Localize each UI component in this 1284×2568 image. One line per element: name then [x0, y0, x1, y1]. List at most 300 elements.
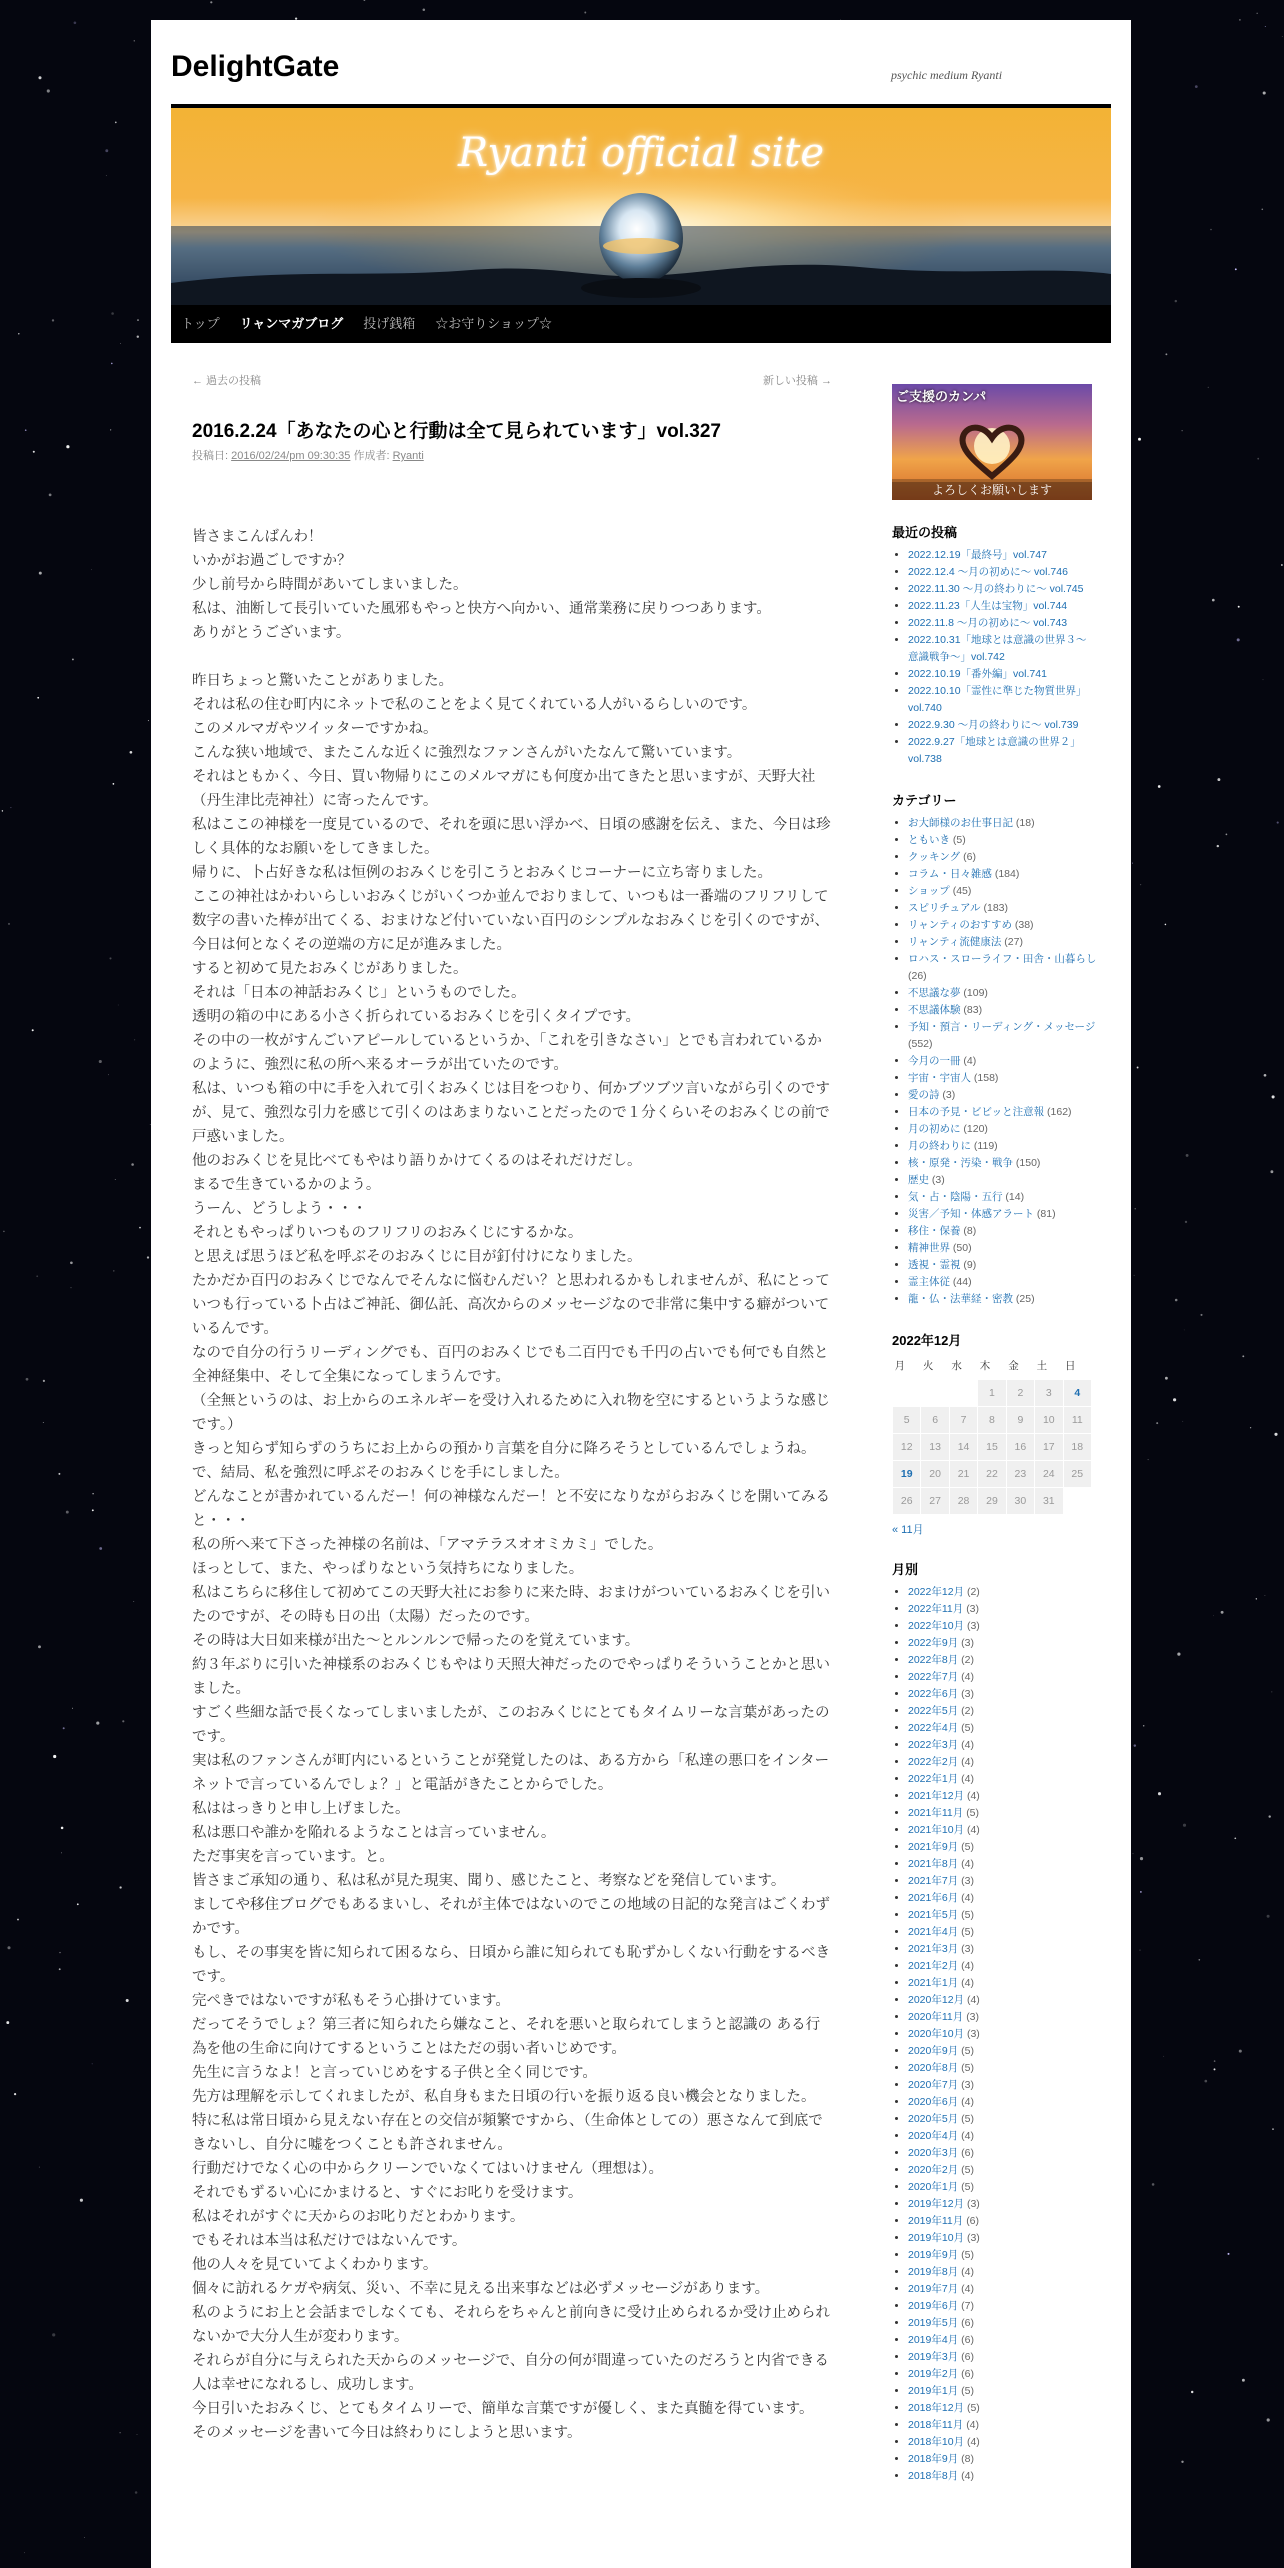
- archive-count: (5): [961, 1722, 974, 1734]
- archive-link[interactable]: 2019年11月: [908, 2215, 964, 2227]
- archive-item: [908, 1839, 1097, 1856]
- category-item: [908, 1189, 1097, 1206]
- recent-post-item: [908, 598, 1097, 615]
- calendar-day: 24: [1035, 1461, 1063, 1488]
- archive-link[interactable]: 2021年2月: [908, 1960, 959, 1972]
- archive-link[interactable]: 2022年4月: [908, 1722, 959, 1734]
- archive-link[interactable]: 2020年10月: [908, 2028, 965, 2040]
- category-link[interactable]: ショップ: [908, 885, 950, 897]
- archive-link[interactable]: 2019年8月: [908, 2266, 959, 2278]
- archive-item: [908, 2026, 1097, 2043]
- category-item: [908, 1002, 1097, 1019]
- archive-count: (2): [961, 1654, 974, 1666]
- calendar-day-link[interactable]: 19: [893, 1461, 921, 1488]
- archive-link[interactable]: 2018年11月: [908, 2419, 964, 2431]
- archive-count: (4): [961, 1671, 974, 1683]
- support-banner-title: ご支援のカンパ: [896, 389, 987, 404]
- category-link[interactable]: 龍・仏・法華経・密教: [908, 1293, 1013, 1305]
- calendar-empty-cell: [921, 1380, 949, 1407]
- calendar-widget: [892, 1330, 1092, 1515]
- archive-link[interactable]: 2020年3月: [908, 2147, 959, 2159]
- category-count: (162): [1047, 1106, 1072, 1118]
- archive-item: [908, 2332, 1097, 2349]
- calendar-weekday: 日: [1065, 1360, 1076, 1372]
- post-paragraph: 実は私のファンさんが町内にいるということが発覚したのは、ある方から「私達の悪口をインターネットで言っているんでしょ？」と電話がきたことからでした。: [192, 1753, 830, 1793]
- post-paragraph: 私はこちらに移住して初めてこの天野大社にお参りに来た時、おまけがついているおみくじを引いたのですが、その時も日の出（太陽）だったのです。: [192, 1585, 830, 1625]
- archive-item: [908, 2417, 1097, 2434]
- archive-count: (4): [966, 1790, 980, 1802]
- archive-link[interactable]: 2022年7月: [908, 1671, 959, 1683]
- archive-item: [908, 2230, 1097, 2247]
- post-paragraph: 私は、油断して長引いていた風邪もやっと快方へ向かい、通常業務に戻りつつあります。: [192, 601, 771, 617]
- post-paragraph: すごく些細な話で長くなってしまいましたが、このおみくじにとてもタイムリーな言葉があったのです。: [192, 1705, 830, 1745]
- archive-link[interactable]: 2022年11月: [908, 1603, 964, 1615]
- post-date-link[interactable]: 2016/02/24/pm 09:30:35: [231, 450, 351, 462]
- category-link[interactable]: リャンティ流健康法: [908, 936, 1002, 948]
- archive-link[interactable]: 2020年9月: [908, 2045, 959, 2057]
- page-container: [151, 20, 1131, 2568]
- category-link[interactable]: コラム・日々雑感: [908, 868, 992, 880]
- next-post-link[interactable]: 新しい投稿 →: [762, 375, 832, 387]
- post-paragraph: 皆さまご承知の通り、私は私が見た現実、聞り、感じたこと、考察などを発信しています。: [192, 1873, 786, 1889]
- archive-link[interactable]: 2021年4月: [908, 1926, 959, 1938]
- category-link[interactable]: 今月の一冊: [908, 1055, 961, 1067]
- archive-item: [908, 2298, 1097, 2315]
- archive-link[interactable]: 2019年6月: [908, 2300, 959, 2312]
- post-paragraph: 私は、いつも箱の中に手を入れて引くおみくじは目をつむり、何かブツブツ言いながら引くのですが、見て、強烈な引力を感じて引くのはあまりないことだったので１分くらいそのおみくじの前で戸惑いました。: [192, 1081, 830, 1145]
- calendar-day-link[interactable]: 4: [1063, 1380, 1091, 1407]
- post-paragraph: 私の所へ来て下さった神様の名前は、「アマテラスオオミカミ」でした。: [192, 1537, 663, 1553]
- recent-posts-heading: 最近の投稿: [892, 525, 958, 540]
- calendar-day: 23: [1006, 1461, 1034, 1488]
- category-item: [908, 900, 1097, 917]
- calendar-week: [893, 1488, 1092, 1515]
- archive-link[interactable]: 2021年3月: [908, 1943, 959, 1955]
- archive-link[interactable]: 2020年8月: [908, 2062, 959, 2074]
- category-count: (119): [973, 1140, 998, 1152]
- archive-count: (4): [961, 2130, 974, 2142]
- category-link[interactable]: ともいき: [908, 834, 950, 846]
- archive-count: (3): [966, 2232, 980, 2244]
- calendar-prev-month-link[interactable]: « 11月: [892, 1524, 924, 1536]
- post-paragraph: 完ぺきではないですが私もそう心掛けています。: [192, 1993, 510, 2009]
- archive-link[interactable]: 2019年2月: [908, 2368, 959, 2380]
- archive-item: [908, 1856, 1097, 1873]
- previous-post-link[interactable]: ← 過去の投稿: [192, 375, 262, 387]
- calendar-prev-month: [892, 1521, 1097, 1537]
- calendar-empty-cell: [1063, 1488, 1091, 1515]
- archive-link[interactable]: 2019年5月: [908, 2317, 959, 2329]
- post-paragraph: なので自分の行うリーディングでも、百円のおみくじでも二百円でも千円の占いでも何でも自然と全神経集中、そして全集になってしまうんです。: [192, 1345, 829, 1385]
- category-link[interactable]: 不思議体験: [908, 1004, 961, 1016]
- calendar-day: 12: [893, 1434, 921, 1461]
- calendar-day: 2: [1006, 1380, 1034, 1407]
- category-count: (38): [1014, 919, 1034, 931]
- archive-link[interactable]: 2019年4月: [908, 2334, 959, 2346]
- archive-link[interactable]: 2019年7月: [908, 2283, 959, 2295]
- archive-count: (5): [961, 2062, 974, 2074]
- archive-count: (2): [961, 1705, 974, 1717]
- category-link[interactable]: 核・原発・汚染・戦争: [908, 1157, 1013, 1169]
- archive-item: [908, 2162, 1097, 2179]
- archive-count: (4): [961, 2266, 974, 2278]
- support-banner-caption: よろしくお願いします: [892, 479, 1092, 500]
- archive-item: [908, 1788, 1097, 1805]
- category-link[interactable]: 霊主体従: [908, 1276, 950, 1288]
- recent-posts-list: [892, 547, 1097, 768]
- archive-count: (3): [961, 1688, 974, 1700]
- post-paragraph: 行動だけでなく心の中からクリーンでいなくてはいけません（理想は）。: [192, 2161, 663, 2177]
- archive-count: (4): [966, 1824, 980, 1836]
- categories-list: [892, 815, 1097, 1308]
- nav-ryanmaga-blog[interactable]: リャンマガブログ: [239, 316, 344, 331]
- archive-link[interactable]: 2021年8月: [908, 1858, 959, 1870]
- archive-item: [908, 1618, 1097, 1635]
- archive-item: [908, 1924, 1097, 1941]
- post-paragraph: 私はそれがすぐに天からのお叱りだとわかります。: [192, 2209, 525, 2225]
- archive-item: [908, 1601, 1097, 1618]
- category-link[interactable]: 精神世界: [908, 1242, 950, 1254]
- recent-post-link[interactable]: 2022.11.23「人生は宝物」vol.744: [908, 600, 1068, 612]
- category-count: (44): [952, 1276, 972, 1288]
- post-paragraph: 皆さまこんばんわ！: [192, 529, 323, 545]
- category-link[interactable]: 透視・霊視: [908, 1259, 961, 1271]
- category-count: (3): [931, 1174, 945, 1186]
- category-link[interactable]: ロハス・スローライフ・田舎・山暮らし: [908, 953, 1097, 965]
- post-paragraph: 帰りに、卜占好きな私は恒例のおみくじを引こうとおみくじコーナーに立ち寄りました。: [192, 865, 772, 881]
- post-paragraph: それでもずるい心にかまけると、すぐにお叱りを受けます。: [192, 2185, 583, 2201]
- archive-item: [908, 2264, 1097, 2281]
- category-item: [908, 883, 1097, 900]
- post-paragraph: 他の人々を見ていてよくわかります。: [192, 2257, 438, 2273]
- calendar-week: [893, 1434, 1092, 1461]
- archive-count: (5): [961, 2181, 974, 2193]
- post-paragraph: こんな狭い地域で、またこんな近くに強烈なファンさんがいたなんて驚いています。: [192, 745, 742, 761]
- archive-link[interactable]: 2021年11月: [908, 1807, 964, 1819]
- archive-count: (4): [966, 2419, 980, 2431]
- archive-link[interactable]: 2021年6月: [908, 1892, 959, 1904]
- calendar-day: 8: [978, 1407, 1006, 1434]
- category-item: [908, 917, 1097, 934]
- category-link[interactable]: クッキング: [908, 851, 961, 863]
- category-count: (184): [994, 868, 1020, 880]
- archive-count: (6): [961, 2317, 974, 2329]
- archive-link[interactable]: 2022年12月: [908, 1586, 965, 1598]
- recent-post-link[interactable]: 2022.12.4 ～月の初めに～ vol.746: [908, 566, 1068, 578]
- archive-item: [908, 1822, 1097, 1839]
- recent-post-link[interactable]: 2022.9.30 ～月の終わりに～ vol.739: [908, 719, 1079, 731]
- archive-link[interactable]: 2022年1月: [908, 1773, 959, 1785]
- archive-item: [908, 1754, 1097, 1771]
- post-paragraph: もし、その事実を皆に知られて困るなら、日頃から誰に知られても恥ずかしくない行動をするべきです。: [192, 1945, 830, 1985]
- archive-link[interactable]: 2019年3月: [908, 2351, 959, 2363]
- archive-count: (3): [966, 1620, 980, 1632]
- archive-count: (7): [961, 2300, 974, 2312]
- archive-item: [908, 2111, 1097, 2128]
- archive-item: [908, 2179, 1097, 2196]
- nav-amulet-shop[interactable]: ☆お守りショップ☆: [435, 316, 553, 331]
- post-paragraph: 透明の箱の中にある小さく折られているおみくじを引くタイプです。: [192, 1009, 641, 1025]
- archive-count: (4): [961, 1739, 974, 1751]
- calendar-empty-cell: [949, 1380, 977, 1407]
- post-paragraph: 少し前号から時間があいてしまいました。: [192, 577, 468, 593]
- post-paragraph: どんなことが書かれているんだー！何の神様なんだー！と不安になりながらおみくじを開いてみると・・・: [192, 1489, 830, 1529]
- category-item: [908, 985, 1097, 1002]
- archive-item: [908, 2145, 1097, 2162]
- site-header: [151, 20, 1131, 90]
- category-item: [908, 1240, 1097, 1257]
- calendar-week: [893, 1461, 1092, 1488]
- category-link[interactable]: 災害／予知・体感アラート: [908, 1208, 1034, 1220]
- category-link[interactable]: 不思議な夢: [908, 987, 961, 999]
- category-count: (3): [942, 1089, 956, 1101]
- recent-post-link[interactable]: 2022.12.19「最終号」vol.747: [908, 549, 1047, 561]
- archive-link[interactable]: 2022年2月: [908, 1756, 959, 1768]
- post-paragraph: で、結局、私を強烈に呼ぶそのおみくじを手にしました。: [192, 1465, 569, 1481]
- archive-link[interactable]: 2019年12月: [908, 2198, 965, 2210]
- category-count: (18): [1015, 817, 1035, 829]
- category-link[interactable]: 気・占・陰陽・五行: [908, 1191, 1003, 1203]
- archive-count: (5): [961, 2113, 974, 2125]
- archive-count: (8): [961, 2453, 974, 2465]
- category-link[interactable]: 宇宙・宇宙人: [908, 1072, 971, 1084]
- archive-link[interactable]: 2021年5月: [908, 1909, 959, 1921]
- category-link[interactable]: お大師様のお仕事日記: [908, 817, 1013, 829]
- calendar-day: 21: [949, 1461, 977, 1488]
- archive-count: (4): [961, 1960, 974, 1972]
- post-paragraph: 私ははっきりと申し上げました。: [192, 1801, 410, 1817]
- archive-item: [908, 2009, 1097, 2026]
- archive-link[interactable]: 2020年2月: [908, 2164, 959, 2176]
- nav-top[interactable]: トップ: [181, 316, 220, 331]
- archive-link[interactable]: 2018年10月: [908, 2436, 965, 2448]
- calendar-day: 14: [949, 1434, 977, 1461]
- recent-post-link[interactable]: 2022.11.8 ～月の初めに～ vol.743: [908, 617, 1068, 629]
- archive-item: [908, 2383, 1097, 2400]
- archive-link[interactable]: 2020年5月: [908, 2113, 959, 2125]
- archive-link[interactable]: 2018年12月: [908, 2402, 965, 2414]
- archive-link[interactable]: 2022年8月: [908, 1654, 959, 1666]
- post-paragraph: でもそれは本当は私だけではないんです。: [192, 2233, 467, 2249]
- calendar-weekday: 月: [894, 1360, 905, 1372]
- post-paragraph: すると初めて見たおみくじがありました。: [192, 961, 468, 977]
- calendar-day: 7: [949, 1407, 977, 1434]
- calendar-day: 1: [978, 1380, 1006, 1407]
- category-item: [908, 1223, 1097, 1240]
- calendar-day: 16: [1006, 1434, 1034, 1461]
- post-paragraph: 昨日ちょっと驚いたことがありました。: [192, 673, 453, 689]
- category-item: [908, 1070, 1097, 1087]
- archive-count: (4): [966, 2436, 980, 2448]
- archive-count: (3): [966, 2028, 980, 2040]
- post-body: [192, 525, 832, 2445]
- archive-count: (5): [961, 2164, 974, 2176]
- recent-post-item: [908, 581, 1097, 598]
- site-title[interactable]: DelightGate: [171, 50, 340, 83]
- category-item: [908, 1104, 1097, 1121]
- calendar-day: 27: [921, 1488, 949, 1515]
- archive-item: [908, 1992, 1097, 2009]
- archive-item: [908, 1873, 1097, 1890]
- archive-item: [908, 2434, 1097, 2451]
- archive-count: (5): [961, 2385, 974, 2397]
- archive-link[interactable]: 2022年6月: [908, 1688, 959, 1700]
- archive-item: [908, 2366, 1097, 2383]
- archive-item: [908, 1669, 1097, 1686]
- category-count: (158): [973, 1072, 999, 1084]
- archive-link[interactable]: 2020年11月: [908, 2011, 964, 2023]
- category-item: [908, 1053, 1097, 1070]
- category-item: [908, 1291, 1097, 1308]
- nav-tip-box[interactable]: 投げ銭箱: [363, 316, 416, 331]
- category-count: (83): [963, 1004, 983, 1016]
- category-item: [908, 1121, 1097, 1138]
- category-count: (6): [963, 851, 976, 863]
- archive-count: (4): [961, 1773, 974, 1785]
- post-paragraph: いかがお過ごしですか？: [192, 553, 352, 569]
- category-link[interactable]: 月の終わりに: [908, 1140, 971, 1152]
- recent-post-link[interactable]: 2022.10.31「地球とは意識の世界３～意識戦争～」vol.742: [908, 634, 1087, 663]
- archive-count: (4): [961, 2283, 974, 2295]
- calendar-weekday: 金: [1008, 1360, 1019, 1372]
- categories-heading: カテゴリー: [892, 793, 957, 808]
- archive-item: [908, 1975, 1097, 1992]
- post-paragraph: だってそうでしょ？第三者に知られたら嫌なこと、それを悪いと取られてしまうと認識の ある行為を他の生命に向けてするということはただの弱い者いじめです。: [192, 2017, 821, 2057]
- archive-item: [908, 1686, 1097, 1703]
- support-donation-banner[interactable]: [892, 384, 1092, 500]
- post-paragraph: それともやっぱりいつものフリフリのおみくじにするかな。: [192, 1225, 583, 1241]
- archive-link[interactable]: 2021年12月: [908, 1790, 965, 1802]
- author-link[interactable]: Ryanti: [392, 450, 424, 462]
- post-paragraph: ありがとうございます。: [192, 625, 351, 641]
- post-title[interactable]: 2016.2.24「あなたの心と行動は全て見られています」vol.327: [192, 421, 721, 442]
- post-paragraph: たかだか百円のおみくじでなんでそんなに悩むんだい？と思われるかもしれませんが、私にとっていつも行っている卜占はご神託、御仏託、高次からのメッセージなので非常に集中する癖がついているんです。: [192, 1273, 830, 1337]
- recent-post-item: [908, 632, 1097, 666]
- archive-item: [908, 1805, 1097, 1822]
- category-item: [908, 1206, 1097, 1223]
- archive-link[interactable]: 2020年4月: [908, 2130, 959, 2142]
- recent-post-item: [908, 683, 1097, 717]
- archive-link[interactable]: 2020年7月: [908, 2079, 959, 2091]
- archive-item: [908, 2196, 1097, 2213]
- category-link[interactable]: 月の初めに: [908, 1123, 961, 1135]
- archive-link[interactable]: 2022年9月: [908, 1637, 959, 1649]
- archive-count: (6): [961, 2334, 974, 2346]
- category-link[interactable]: 愛の詩: [908, 1089, 940, 1101]
- category-link[interactable]: 移住・保養: [908, 1225, 961, 1237]
- post-paragraph: その時は大日如来様が出た～とルンルンで帰ったのを覚えています。: [192, 1633, 640, 1649]
- calendar-weekday: 火: [922, 1360, 934, 1372]
- category-link[interactable]: 日本の予見・ビビッと注意報: [908, 1106, 1045, 1118]
- post-paragraph: 特に私は常日頃から見えない存在との交信が頻繁ですから、（生命体としての）悪さなんて到底できないし、自分に嘘をつくことも許されません。: [192, 2113, 823, 2153]
- calendar-day: 10: [1035, 1407, 1063, 1434]
- category-item: [908, 951, 1097, 985]
- archive-link[interactable]: 2019年9月: [908, 2249, 959, 2261]
- recent-post-link[interactable]: 2022.10.19「番外編」vol.741: [908, 668, 1047, 680]
- archive-link[interactable]: 2018年8月: [908, 2470, 959, 2482]
- recent-post-item: [908, 717, 1097, 734]
- recent-post-item: [908, 615, 1097, 632]
- category-item: [908, 934, 1097, 951]
- calendar-day: 20: [921, 1461, 949, 1488]
- recent-post-link[interactable]: 2022.10.10「霊性に準じた物質世界」vol.740: [908, 685, 1087, 714]
- archive-item: [908, 2043, 1097, 2060]
- archive-count: (3): [966, 2011, 980, 2023]
- post-paragraph: まるで生きているかのよう。: [192, 1177, 381, 1193]
- calendar-day: 26: [893, 1488, 921, 1515]
- archive-link[interactable]: 2019年1月: [908, 2385, 959, 2397]
- archive-link[interactable]: 2020年12月: [908, 1994, 965, 2006]
- archive-item: [908, 2281, 1097, 2298]
- post-paragraph: 私は悪口や誰かを陥れるようなことは言っていません。: [192, 1825, 556, 1841]
- archive-item: [908, 1584, 1097, 1601]
- category-item: [908, 849, 1097, 866]
- category-link[interactable]: スピリチュアル: [908, 902, 981, 914]
- archive-link[interactable]: 2020年1月: [908, 2181, 959, 2193]
- category-count: (5): [952, 834, 966, 846]
- archive-link[interactable]: 2021年7月: [908, 1875, 959, 1887]
- post-paragraph: うーん、どうしよう・・・: [192, 1201, 367, 1217]
- category-count: (27): [1004, 936, 1023, 948]
- archive-count: (5): [961, 1926, 974, 1938]
- recent-post-link[interactable]: 2022.9.27「地球とは意識の世界２」vol.738: [908, 736, 1081, 765]
- post-paragraph: きっと知らず知らずのうちにお上からの預かり言葉を自分に降ろそうとしているんでしょうね。: [192, 1441, 816, 1457]
- post-paragraph: 個々に訪れるケガや病気、災い、不幸に見える出来事などは必ずメッセージがあります。: [192, 2281, 770, 2297]
- archive-count: (5): [961, 2045, 974, 2057]
- archive-link[interactable]: 2022年3月: [908, 1739, 959, 1751]
- archive-count: (3): [961, 1637, 974, 1649]
- category-count: (26): [908, 970, 927, 982]
- archive-count: (4): [961, 1892, 974, 1904]
- archive-link[interactable]: 2020年6月: [908, 2096, 959, 2108]
- archive-count: (5): [966, 1807, 980, 1819]
- category-count: (25): [1015, 1293, 1035, 1305]
- post-paragraph: それは私の住む町内にネットで私のことをよく見てくれている人がいるらしいのです。: [192, 697, 757, 713]
- archive-link[interactable]: 2021年1月: [908, 1977, 959, 1989]
- post-paragraph: ただ事実を言っています。と。: [192, 1849, 394, 1865]
- category-count: (14): [1005, 1191, 1025, 1203]
- archive-count: (3): [961, 2079, 974, 2091]
- post-paragraph: それは「日本の神話おみくじ」というものでした。: [192, 985, 526, 1001]
- archive-count: (3): [961, 1943, 974, 1955]
- calendar-day: 29: [978, 1488, 1006, 1515]
- archive-count: (4): [961, 2470, 974, 2482]
- post-navigation: [192, 370, 832, 390]
- archive-item: [908, 2468, 1097, 2485]
- category-count: (120): [963, 1123, 988, 1135]
- archive-link[interactable]: 2021年10月: [908, 1824, 965, 1836]
- category-item: [908, 1138, 1097, 1155]
- calendar-empty-cell: [893, 1380, 921, 1407]
- archive-link[interactable]: 2018年9月: [908, 2453, 959, 2465]
- calendar-day: 11: [1063, 1407, 1091, 1434]
- post-paragraph: ここの神社はかわいらしいおみくじがいくつか並んでおりまして、いつもは一番端のフリフリして数字の書いた棒が出てくる、おまけなど付いていない百円のシンプルなおみくじを引くのですが、今日は何となくその逆端の方に足が進みました。: [192, 889, 830, 953]
- post-paragraph: ましてや移住ブログでもあるまいし、それが主体ではないのでこの地域の日記的な発言はごくわずかです。: [192, 1897, 830, 1937]
- archive-item: [908, 2060, 1097, 2077]
- archive-link[interactable]: 2022年10月: [908, 1620, 965, 1632]
- archive-count: (4): [961, 1756, 974, 1768]
- archive-count: (5): [966, 2402, 980, 2414]
- category-link[interactable]: 予知・預言・リーディング・メッセージ: [908, 1021, 1096, 1033]
- archive-link[interactable]: 2022年5月: [908, 1705, 959, 1717]
- archive-link[interactable]: 2021年9月: [908, 1841, 959, 1853]
- recent-post-item: [908, 547, 1097, 564]
- category-link[interactable]: リャンティのおすすめ: [908, 919, 1012, 931]
- archive-count: (3): [966, 1603, 980, 1615]
- archive-link[interactable]: 2019年10月: [908, 2232, 965, 2244]
- recent-post-link[interactable]: 2022.11.30 ～月の終わりに～ vol.745: [908, 583, 1084, 595]
- category-link[interactable]: 歴史: [908, 1174, 929, 1186]
